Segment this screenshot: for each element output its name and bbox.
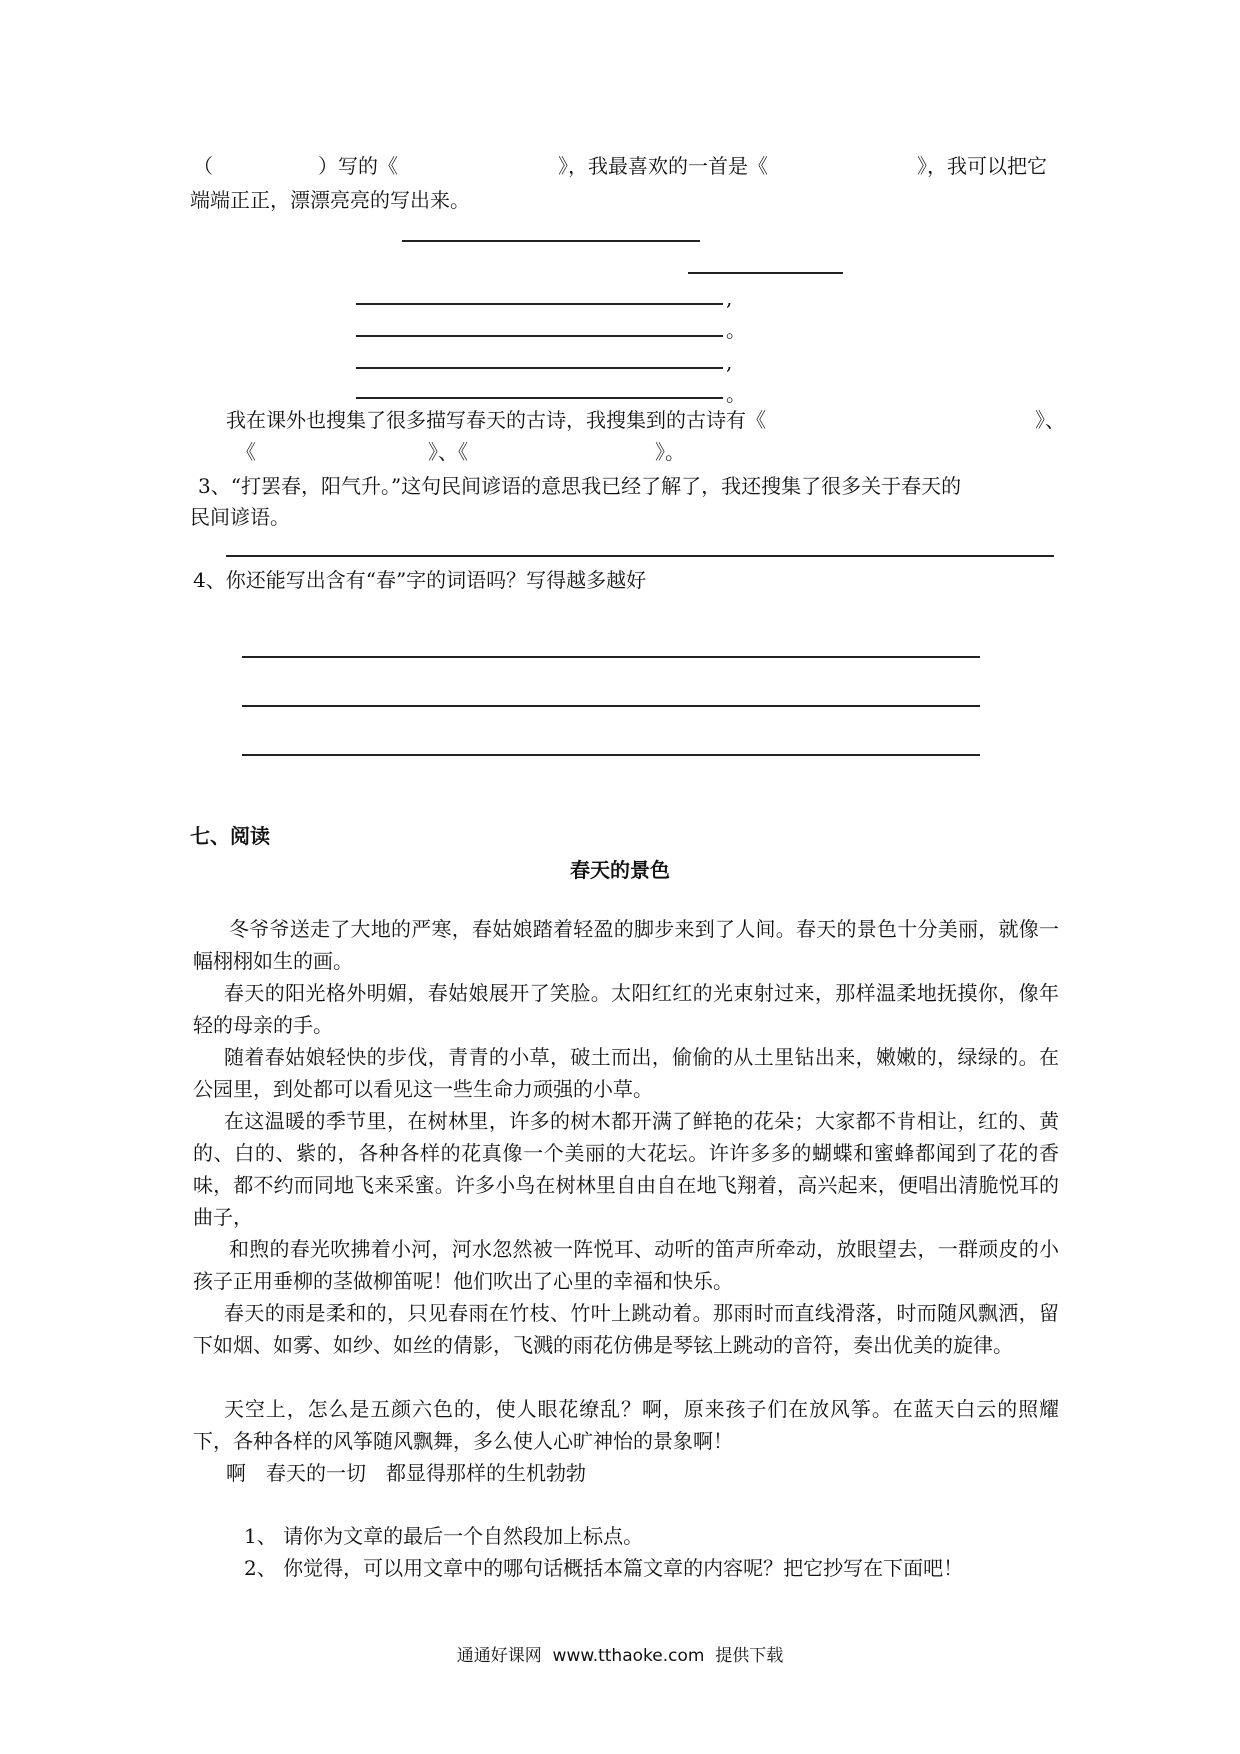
- collected-poems-sep: 》、《: [428, 440, 468, 464]
- poem-title-line[interactable]: [402, 240, 700, 242]
- poem-punct-2: 。: [726, 318, 746, 342]
- article-paragraph-2: 春天的阳光格外明媚，春姑娘展开了笑脸。太阳红红的光束射过来，那样温柔地抚摸你，像年轻的母亲的手。: [193, 981, 1059, 1037]
- poem-punct-3: ,: [726, 350, 733, 374]
- chun-words-line-3[interactable]: [242, 754, 980, 756]
- reading-question-2: 2、 你觉得，可以用文章中的哪句话概括本篇文章的内容呢？把它抄写在下面吧！: [244, 1556, 964, 1580]
- article-paragraph-1: 冬爷爷送走了大地的严寒，春姑娘踏着轻盈的脚步来到了人间。春天的景色十分美丽，就像一幅栩栩如生的画。: [193, 917, 1059, 973]
- poem-punct-1: ,: [726, 286, 733, 310]
- poem-line-1[interactable]: [356, 303, 723, 305]
- section-heading-reading: 七、阅读: [190, 824, 270, 848]
- collected-poems-open-2: 《: [236, 440, 256, 464]
- favorite-poem-text: 》，我最喜欢的一首是《: [558, 154, 768, 178]
- question-3-line1: 3、“打罢春，阳气升。”这句民间谚语的意思我已经了解了，我还搜集了很多关于春天的: [198, 474, 962, 498]
- question-4: 4、你还能写出含有“春”字的词语吗？写得越多越好: [193, 568, 647, 592]
- poem-line-2[interactable]: [356, 335, 723, 337]
- collected-poems-text: 我在课外也搜集了很多描写春天的古诗，我搜集到的古诗有《: [226, 408, 766, 432]
- collected-poems-close: 》、: [1035, 408, 1065, 432]
- proverb-answer-line[interactable]: [226, 555, 1054, 557]
- page-footer: 通通好课网 www.tthaoke.com 提供下载: [456, 1646, 784, 1666]
- open-paren: （: [193, 154, 213, 178]
- chun-words-line-2[interactable]: [242, 705, 980, 707]
- article-paragraph-3: 随着春姑娘轻快的步伐，青青的小草，破土而出，偷偷的从土里钻出来，嫩嫩的，绿绿的。在公园里，到处都可以看见这一些生命力顽强的小草。: [193, 1045, 1059, 1101]
- article-paragraph-5: 和煦的春光吹拂着小河，河水忽然被一阵悦耳、动听的笛声所牵动，放眼望去，一群顽皮的小孩子正用垂柳的茎做柳笛呢！他们吹出了心里的幸福和快乐。: [193, 1237, 1059, 1293]
- poem-author-line-blank[interactable]: [688, 272, 843, 274]
- article-title: 春天的景色: [570, 858, 670, 882]
- poem-line-3[interactable]: [356, 367, 723, 369]
- article-paragraph-7: 天空上，怎么是五颜六色的，使人眼花缭乱？啊，原来孩子们在放风筝。在蓝天白云的照耀下，各种各样的风筝随风飘舞，多么使人心旷神怡的景象啊！: [193, 1397, 1059, 1453]
- copy-it-text: 》，我可以把它: [917, 154, 1047, 178]
- poem-line-4[interactable]: [356, 397, 723, 399]
- article-paragraph-6: 春天的雨是柔和的，只见春雨在竹枝、竹叶上跳动着。那雨时而直线滑落，时而随风飘洒，留下如烟、如雾、如纱、如丝的倩影，飞溅的雨花仿佛是琴铉上跳动的音符，奏出优美的旋律。: [193, 1301, 1059, 1357]
- neatly-write-text: 端端正正，漂漂亮亮的写出来。: [190, 188, 470, 212]
- question-3-line2: 民间谚语。: [190, 505, 290, 529]
- reading-question-1: 1、 请你为文章的最后一个自然段加上标点。: [244, 1524, 644, 1548]
- article-paragraph-8: 啊 春天的一切 都显得那样的生机勃勃: [226, 1461, 586, 1485]
- chun-words-line-1[interactable]: [242, 656, 980, 658]
- article-paragraph-4: 在这温暖的季节里，在树林里，许多的树木都开满了鲜艳的花朵；大家都不肯相让，红的、黄的、白的、紫的，各种各样的花真像一个美丽的大花坛。许许多多的蝴蝶和蜜蜂都闻到了花的香味，都不约而同地飞来采蜜。许多小鸟在树林里自由自在地飞翔着，高兴起来，便唱出清脆悦耳的曲子，: [193, 1109, 1059, 1229]
- collected-poems-end: 》。: [655, 440, 685, 464]
- poem-punct-4: 。: [726, 382, 746, 406]
- written-by-text: ）写的《: [318, 154, 398, 178]
